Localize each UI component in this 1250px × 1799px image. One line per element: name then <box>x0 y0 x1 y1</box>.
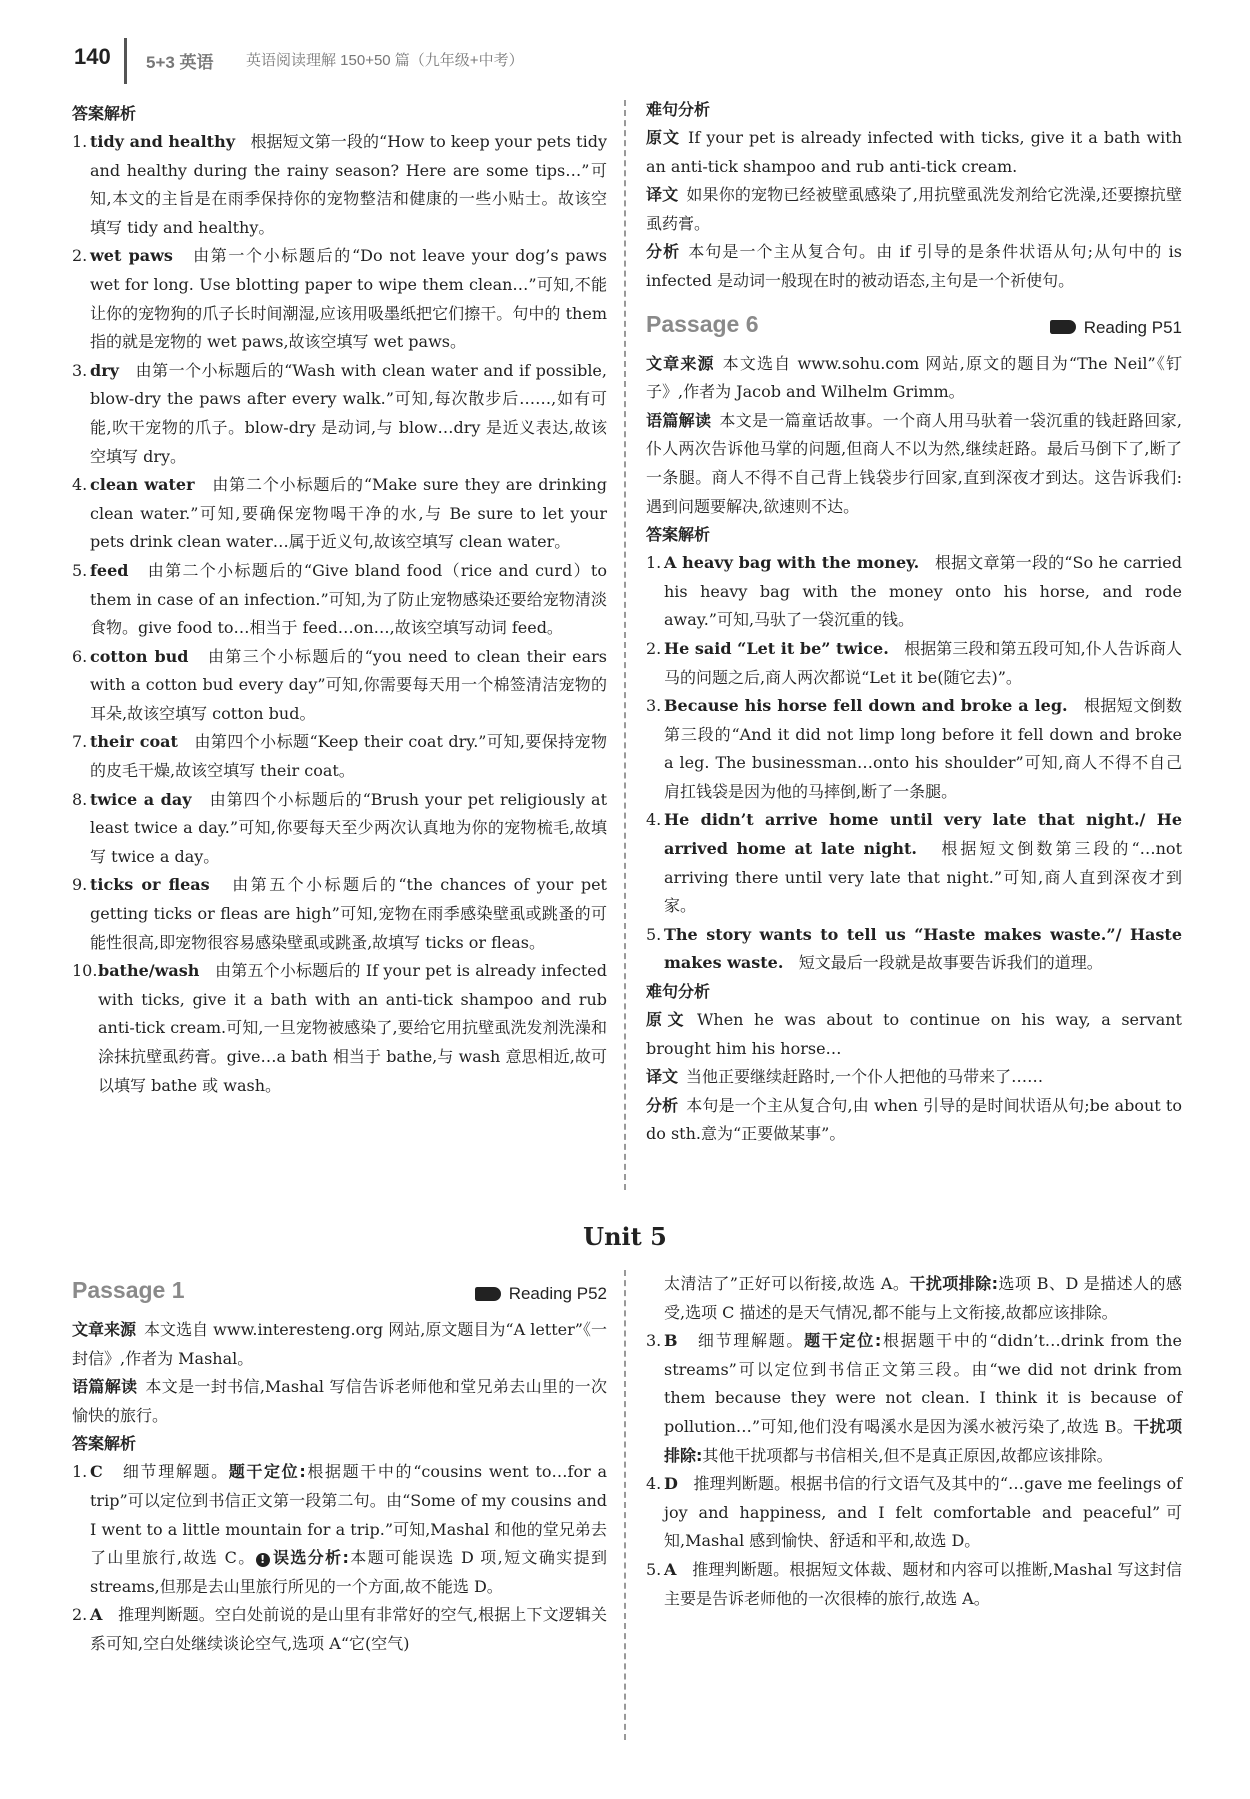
locate-label: 题干定位: <box>804 1331 882 1351</box>
item-answer: feed <box>90 560 129 580</box>
answer-item <box>72 1601 607 1658</box>
article-source <box>646 350 1182 407</box>
answer-heading: 答案解析 <box>72 1434 137 1454</box>
translation <box>646 1063 1182 1092</box>
answer-item <box>646 692 1182 806</box>
item-explanation: 短文最后一段就是故事要告诉我们的道理。 <box>798 953 1103 973</box>
item-answer: clean water <box>90 475 195 495</box>
item-explanation: 根据短文第一段的“How to keep your pets tidy and healthy during the rainy season? Here are some tips…”可知,本文的主旨是在雨季保持你的宠物整洁和健康的一些小贴士。故该空填写 tidy and healthy。 <box>90 132 607 237</box>
reading-ref-text: Reading P52 <box>508 1284 607 1303</box>
item-number: 10. <box>72 961 98 981</box>
question-type: 细节理解题。 <box>122 1462 229 1482</box>
original-sentence <box>646 124 1182 181</box>
answer-item <box>72 643 607 729</box>
analysis <box>646 238 1182 295</box>
item-explanation: 由第四个小标题后的“Brush your pet religiously at least twice a day.”可知,你要每天至少两次认真地为你的宠物梳毛,故填写 twice a day。 <box>90 789 607 866</box>
column-divider-bottom <box>624 1270 626 1740</box>
answer-item <box>72 786 607 872</box>
item-answer: ticks or fleas <box>90 875 210 895</box>
distractor-text: 选项 B、D 是描述人的感受,选项 C 描述的是天气情况,都不能与上文衔接,故都应该排除。 <box>664 1274 1182 1322</box>
item-answer: A heavy bag with the money. <box>664 553 920 573</box>
answer-item <box>72 471 607 557</box>
article-interpretation <box>646 407 1182 521</box>
analysis <box>646 1092 1182 1149</box>
item-number: 3. <box>72 360 88 380</box>
translation <box>646 181 1182 238</box>
item-number: 3. <box>646 1331 662 1351</box>
article-interpretation <box>72 1373 607 1430</box>
answer-item <box>72 557 607 643</box>
label-source: 文章来源 <box>646 353 715 373</box>
label-interpretation: 语篇解读 <box>646 410 712 430</box>
item-number: 1. <box>72 132 88 151</box>
error-analysis-text: 本题可能误选 D 项,短文确实提到 streams,但那是去山里旅行所见的一个方面,故不能选 D。 <box>90 1548 608 1596</box>
passage-6-header <box>646 306 1182 346</box>
label-analysis: 分析 <box>646 242 681 262</box>
item-answer: cotton bud <box>90 646 189 666</box>
item-number: 5. <box>646 924 662 944</box>
distractor-label: 干扰项排除: <box>909 1274 998 1293</box>
unit-left-column <box>72 1272 607 1659</box>
item-explanation: 太清洁了”正好可以衔接,故选 A。 <box>664 1274 910 1293</box>
pointing-hand-icon <box>1050 320 1076 334</box>
difficult-sentence-heading: 难句分析 <box>646 100 711 119</box>
reading-reference <box>475 1280 607 1309</box>
item-answer: dry <box>90 360 119 380</box>
item-explanation: 推理判断题。空白处前说的是山里有非常好的空气,根据上下文逻辑关系可知,空白处继续谈论空气,选项 A“它(空气) <box>90 1605 608 1653</box>
item-answer: twice a day <box>90 789 192 809</box>
passage-title: Passage 6 <box>646 310 759 337</box>
answer-item <box>646 806 1182 920</box>
item-number: 4. <box>72 475 88 495</box>
item-number: 3. <box>646 696 662 716</box>
brand-title: 5+3 英语 <box>146 53 214 72</box>
item-explanation: 根据短文倒数第三段的“…not arriving there until very late that night.”可知,商人直到深夜才到家。 <box>664 839 1182 916</box>
passage-1-header <box>72 1272 607 1312</box>
answer-item <box>646 1327 1182 1470</box>
item-number: 5. <box>646 1559 662 1579</box>
reading-reference <box>1050 314 1182 343</box>
pointing-hand-icon <box>475 1287 501 1301</box>
interpretation-text: 本文是一篇童话故事。一个商人用马驮着一袋沉重的钱赶路回家,仆人两次告诉他马掌的问题,但商人不以为然,继续赶路。最后马倒下了,断了一条腿。商人不得不自己背上钱袋步行回家,直到深夜才到达。这告诉我们:遇到问题要解决,欲速则不达。 <box>646 410 1182 516</box>
source-text: 本文选自 www.sohu.com 网站,原文的题目为“The Neil”《钉子》,作者为 Jacob and Wilhelm Grimm。 <box>646 353 1182 402</box>
locate-text: 根据题干中的“didn’t…drink from the streams”可以定位到书信正文第三段。由“we did not drink from them because they were not clean. I think it is because of pollution…”可知,他们没有喝溪水是因为溪水被污染了,故选 B。 <box>664 1331 1182 1436</box>
item-explanation: 由第一个小标题后的“Do not leave your dog’s paws wet for long. Use blotting paper to wipe them clean…”可知,不能让你的宠物狗的爪子长时间潮湿,应该用吸墨纸把它们擦干。句中的 them 指的就是宠物的 wet paws,故该空填写 wet paws。 <box>90 246 607 352</box>
item-answer: He didn’t arrive home until very late that night./ He arrived home at late night. <box>664 810 1182 859</box>
unit-title: Unit 5 <box>583 1222 667 1251</box>
item-answer: their coat <box>90 732 178 752</box>
item-number: 1. <box>72 1462 88 1482</box>
translation-text: 当他正要继续赶路时,一个仆人把他的马带来了…… <box>686 1067 1044 1087</box>
answer-item <box>646 1556 1182 1613</box>
source-text: 本文选自 www.interesteng.org 网站,原文题目为“A letter”《一封信》,作者为 Mashal。 <box>72 1320 607 1368</box>
item-number: 8. <box>72 789 88 809</box>
answer-heading: 答案解析 <box>646 525 711 545</box>
item-answer: The story wants to tell us “Haste makes waste.”/ Haste makes waste. <box>664 924 1182 973</box>
item-answer: C <box>90 1462 103 1482</box>
locate-text: 根据题干中的“cousins went to…for a trip”可以定位到书信正文第一段第二句。由“Some of my cousins and I went to a little mountain for a trip.”可知,Mashal 和他的堂兄弟去了山里旅行,故选 C。 <box>90 1462 607 1568</box>
item-explanation: 由第二个小标题后的“Give bland food（rice and curd）to them in case of an infection.”可知,为了防止宠物感染还要给宠物清淡食物。give food to…相当于 feed…on…,故该空填写动词 feed。 <box>90 560 607 638</box>
warning-icon: ! <box>256 1553 270 1567</box>
item-answer: A <box>664 1559 677 1579</box>
analysis-text: 本句是一个主从复合句,由 when 引导的是时间状语从句;be about to do sth.意为“正要做某事”。 <box>646 1095 1182 1144</box>
left-column <box>72 100 607 1100</box>
unit-right-column <box>646 1270 1182 1613</box>
label-source: 文章来源 <box>72 1320 137 1339</box>
answer-heading: 答案解析 <box>72 104 137 123</box>
item-explanation: 根据文章第一段的“So he carried his heavy bag with the money onto his horse, and rode away.”可知,马驮了一袋沉重的钱。 <box>664 553 1182 630</box>
item-answer: D <box>664 1474 678 1494</box>
label-interpretation: 语篇解读 <box>72 1377 138 1397</box>
item-number: 9. <box>72 875 88 895</box>
label-analysis: 分析 <box>646 1095 679 1115</box>
item-number: 4. <box>646 810 662 830</box>
analysis-text: 本句是一个主从复合句。由 if 引导的是条件状语从句;从句中的 is infected 是动词一般现在时的被动语态,主句是一个祈使句。 <box>646 242 1182 290</box>
translation-text: 如果你的宠物已经被壁虱感染了,用抗壁虱洗发剂给它洗澡,还要擦抗壁虱药膏。 <box>646 185 1182 233</box>
reading-ref-text: Reading P51 <box>1083 317 1182 337</box>
original-sentence <box>646 1006 1182 1063</box>
item-explanation: 推理判断题。根据短文体裁、题材和内容可以推断,Mashal 写这封信主要是告诉老师他的一次很棒的旅行,故选 A。 <box>664 1559 1182 1608</box>
label-original: 原文 <box>646 128 681 147</box>
item-number: 2. <box>646 638 662 658</box>
distractor-text: 其他干扰项都与书信相关,但不是真正原因,故都应该排除。 <box>702 1445 1113 1465</box>
page-number: 140 <box>74 44 111 69</box>
answer-item <box>72 871 607 957</box>
answer-item <box>646 921 1182 978</box>
item-answer: wet paws <box>90 246 173 266</box>
article-source <box>72 1316 607 1373</box>
answer-item <box>646 635 1182 692</box>
passage-title: Passage 1 <box>72 1277 185 1303</box>
item-answer: He said “Let it be” twice. <box>664 638 889 658</box>
header-divider <box>124 38 127 84</box>
item-explanation: 由第五个小标题后的 If your pet is already infected with ticks, give it a bath with an anti-tick shampoo and rub anti-tick cream.可知,一旦宠物被感染了,要给它用抗壁虱洗发剂洗澡和涂抹抗壁虱药膏。give…a bath 相当于 bathe,与 wash 意思相近,故可以填写 bathe 或 wash。 <box>98 961 607 1095</box>
item-explanation: 由第二个小标题后的“Make sure they are drinking clean water.”可知,要确保宠物喝干净的水,与 Be sure to let your pets drink clean water…属于近义句,故该空填写 clean water。 <box>90 475 607 552</box>
item-number: 5. <box>72 560 88 580</box>
book-subtitle: 英语阅读理解 150+50 篇（九年级+中考） <box>246 52 524 69</box>
item-explanation: 根据短文倒数第三段的“And it did not limp long before it fell down and broke a leg. The businessman…onto his shoulder”可知,商人不得不自己肩扛钱袋是因为他的马摔倒,断了一条腿。 <box>664 696 1182 801</box>
difficult-sentence-heading: 难句分析 <box>646 982 711 1002</box>
item-answer: tidy and healthy <box>90 132 235 151</box>
interpretation-text: 本文是一封书信,Mashal 写信告诉老师他和堂兄弟去山里的一次愉快的旅行。 <box>72 1377 607 1425</box>
item-explanation: 由第四个小标题“Keep their coat dry.”可知,要保持宠物的皮毛干燥,故该空填写 their coat。 <box>90 732 607 781</box>
item-explanation: 由第五个小标题后的“the chances of your pet getting ticks or fleas are high”可知,宠物在雨季感染壁虱或跳蚤的可能性很高,即宠物很容易感染壁虱或跳蚤,故填写 ticks or fleas。 <box>90 875 607 952</box>
original-text: If your pet is already infected with ticks, give it a bath with an anti-tick shampoo and rub anti-tick cream. <box>646 128 1182 176</box>
item-explanation: 推理判断题。根据书信的行文语气及其中的“…gave me feelings of joy and happiness, and I felt comfortable and peaceful”可知,Mashal 感到愉快、舒适和平和,故选 D。 <box>664 1474 1182 1551</box>
answer-item <box>646 549 1182 635</box>
answer-item <box>72 242 607 356</box>
original-text: When he was about to continue on his way, a servant brought him his horse… <box>646 1010 1182 1058</box>
answer-item <box>72 357 607 471</box>
column-divider-top <box>624 100 626 1190</box>
answer-item <box>646 1470 1182 1556</box>
locate-label: 题干定位: <box>228 1462 306 1482</box>
answer-item <box>72 128 607 242</box>
item-explanation: 由第三个小标题后的“you need to clean their ears with a cotton bud every day”可知,你需要每天用一个棉签清洁宠物的耳朵,故该空填写 cotton bud。 <box>90 646 607 723</box>
item-answer: B <box>664 1331 678 1351</box>
answer-item <box>72 728 607 785</box>
item-explanation: 根据第三段和第五段可知,仆人告诉商人马的问题之后,商人两次都说“Let it be(随它去)”。 <box>664 638 1182 687</box>
item-answer: Because his horse fell down and broke a leg. <box>664 696 1068 716</box>
label-translation: 译文 <box>646 185 679 205</box>
item-answer: A <box>90 1605 103 1625</box>
answer-item <box>72 1458 607 1601</box>
item-number: 7. <box>72 732 88 752</box>
label-original: 原文 <box>646 1010 689 1030</box>
item-answer: bathe/wash <box>98 961 200 981</box>
page-header <box>70 38 1210 78</box>
distractor-label: 干扰项排除: <box>664 1416 1182 1465</box>
item-number: 6. <box>72 646 88 666</box>
error-analysis-label: 误选分析: <box>271 1548 349 1568</box>
answer-item-continued <box>646 1270 1182 1327</box>
item-number: 1. <box>646 553 662 573</box>
item-explanation: 由第一个小标题后的“Wash with clean water and if possible, blow-dry the paws after every walk.”可知,每次散步后……,如有可能,吹干宠物的爪子。blow-dry 是动词,与 blow…dry 是近义表达,故该空填写 dry。 <box>90 360 607 466</box>
question-type: 细节理解题。 <box>697 1331 805 1351</box>
right-column <box>646 96 1182 1149</box>
item-number: 2. <box>72 246 88 266</box>
answer-item <box>72 957 607 1100</box>
item-number: 4. <box>646 1474 662 1494</box>
label-translation: 译文 <box>646 1067 679 1087</box>
item-number: 2. <box>72 1605 88 1625</box>
